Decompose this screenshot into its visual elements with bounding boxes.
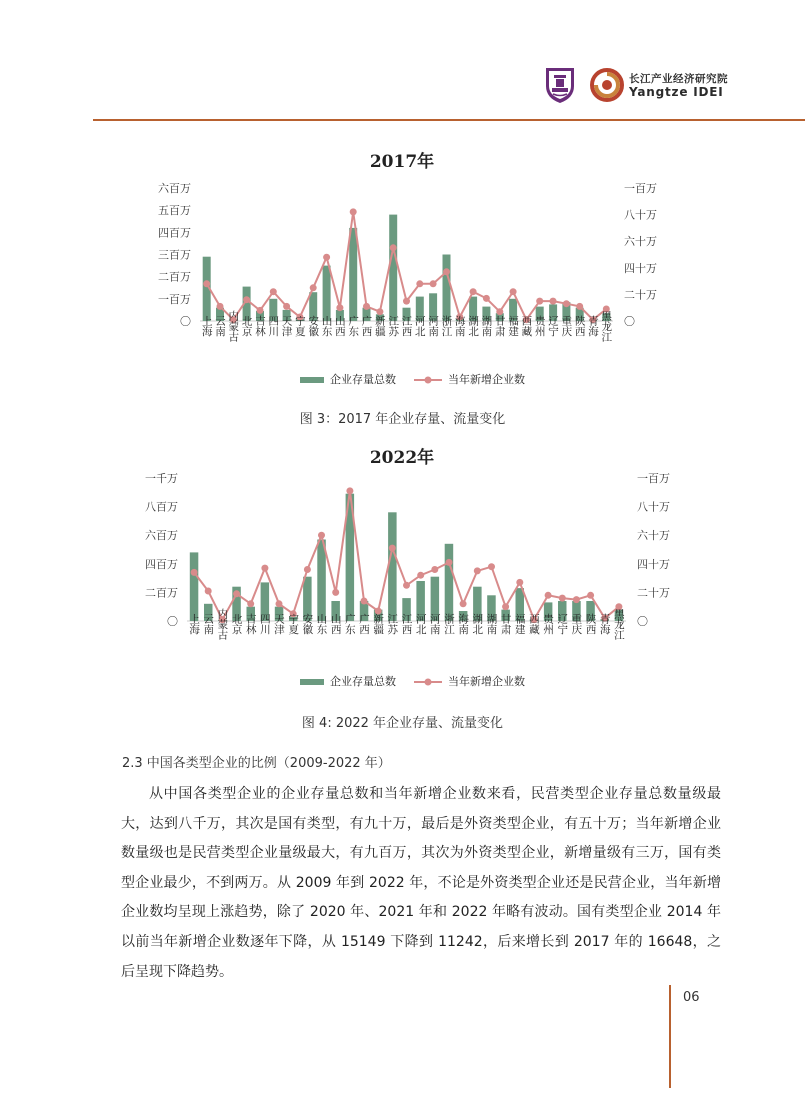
category-label: 浙江 — [443, 613, 455, 635]
category-label: 湖北 — [471, 613, 484, 635]
left-axis-tick-label: 四百万 — [158, 226, 191, 240]
header-divider — [93, 119, 805, 121]
left-axis-tick-label: 二百万 — [145, 586, 178, 600]
category-label: 青海 — [598, 613, 611, 635]
category-label: 西藏 — [520, 315, 533, 337]
category-label: 广东 — [347, 315, 360, 337]
point-new-北京 — [233, 590, 240, 597]
legend-line-marker — [425, 679, 432, 686]
point-new-河南 — [431, 566, 438, 573]
brand-chinese-name: 长江产业经济研究院 — [629, 73, 728, 85]
point-new-安徽 — [304, 566, 311, 573]
category-label: 贵州 — [542, 613, 555, 635]
point-new-湖南 — [488, 563, 495, 570]
point-new-北京 — [243, 296, 250, 303]
category-label: 黑龙江 — [600, 310, 613, 342]
legend-line-marker — [425, 377, 432, 384]
category-label: 山西 — [329, 613, 342, 635]
point-new-河南 — [430, 280, 437, 287]
category-label: 福建 — [513, 613, 526, 635]
legend-bar-swatch — [300, 377, 324, 383]
left-axis-tick-label: 〇 — [180, 315, 191, 328]
category-label: 江西 — [400, 613, 413, 635]
point-new-湖北 — [470, 288, 477, 295]
point-new-江苏 — [390, 244, 397, 251]
left-axis-tick-label: 二百万 — [158, 270, 191, 284]
point-new-天津 — [283, 303, 290, 310]
brand-english-name: Yangtze IDEI — [629, 85, 724, 99]
point-new-江西 — [403, 298, 410, 305]
category-label: 内蒙古 — [216, 608, 229, 640]
category-label: 重庆 — [560, 315, 573, 337]
point-new-云南 — [205, 588, 212, 595]
point-new-吉林 — [257, 307, 264, 314]
right-axis-tick-label: 六十万 — [624, 235, 657, 249]
figure-caption-3: 图 3：2017 年企业存量、流量变化 — [299, 412, 506, 427]
point-new-上海 — [191, 569, 198, 576]
category-label: 上海 — [188, 613, 201, 635]
point-new-四川 — [261, 565, 268, 572]
category-label: 吉林 — [244, 613, 257, 635]
point-new-河北 — [417, 572, 424, 579]
category-label: 福建 — [507, 315, 520, 337]
point-new-上海 — [203, 280, 210, 287]
point-new-河北 — [416, 280, 423, 287]
point-new-山西 — [332, 589, 339, 596]
point-new-甘肃 — [496, 308, 503, 315]
legend-label-stock: 企业存量总数 — [330, 675, 396, 688]
category-label: 江苏 — [386, 613, 399, 635]
category-label: 广西 — [358, 613, 370, 635]
right-axis-tick-label: 一百万 — [637, 472, 670, 485]
point-new-浙江 — [446, 559, 453, 566]
left-axis-tick-label: 八百万 — [145, 500, 178, 514]
point-new-天津 — [276, 600, 283, 607]
point-new-贵州 — [545, 592, 552, 599]
point-new-吉林 — [247, 600, 254, 607]
point-new-福建 — [516, 579, 523, 586]
bar-stock-江苏 — [389, 215, 397, 321]
footer-divider — [669, 985, 671, 1088]
left-axis-tick-label: 六百万 — [158, 182, 191, 195]
bar-stock-山东 — [317, 540, 326, 622]
category-label: 湖南 — [485, 613, 498, 635]
category-label: 内蒙古 — [227, 310, 240, 342]
page-number: 06 — [683, 990, 700, 1005]
category-label: 天津 — [273, 613, 285, 635]
category-label: 安徽 — [307, 315, 320, 337]
right-axis-tick-label: 一百万 — [624, 182, 657, 195]
bar-stock-江苏 — [388, 512, 397, 621]
category-label: 河北 — [413, 315, 426, 337]
category-label: 江苏 — [387, 315, 400, 337]
university-shield-icon — [544, 66, 576, 104]
category-label: 河北 — [414, 613, 427, 635]
point-new-甘肃 — [502, 603, 509, 610]
point-new-四川 — [270, 288, 277, 295]
point-new-湖北 — [474, 567, 481, 574]
point-new-山东 — [318, 532, 325, 539]
right-axis-tick-label: 八十万 — [624, 208, 657, 222]
point-new-广西 — [363, 303, 370, 310]
chart-2017 — [0, 140, 805, 430]
left-axis-tick-label: 三百万 — [158, 248, 191, 262]
category-label: 新疆 — [372, 613, 385, 635]
chart-2022 — [0, 440, 805, 705]
bar-stock-广东 — [349, 228, 357, 321]
right-axis-tick-label: 六十万 — [637, 529, 670, 543]
point-new-安徽 — [310, 284, 317, 291]
body-paragraph: 从中国各类型企业的企业存量总数和当年新增企业数来看，民营类型企业存量总数量级最大，达到八千万，其次是国有类型，有九十万，最后是外资类型企业，有五十万；当年新增企业数量级也是民营类型企业量级最大，有九百万，其次为外资类型企业，新增量级有三万，国有类型企业最少，不到两万。从 2009 年到 2022 年，不论是外资类型企业还是民营企业，当年新增企业数均呈现上涨趋势，除了 2020 年、2021 年和 2022 年略有波动。国有类型企业 2014 年以前当年新增企业数逐年下降，从 15149 下降到 11242，后来增长到 2017 年的 16648，之后呈现下降趋势。 — [121, 786, 721, 980]
point-new-重庆 — [563, 300, 570, 307]
point-new-湖南 — [483, 295, 490, 302]
left-axis-tick-label: 一百万 — [158, 292, 191, 306]
point-new-广东 — [346, 487, 353, 494]
category-label: 河南 — [428, 613, 441, 635]
point-new-浙江 — [443, 268, 450, 275]
category-label: 甘肃 — [499, 613, 512, 635]
category-label: 贵州 — [533, 315, 546, 337]
category-label: 辽宁 — [547, 315, 559, 337]
point-new-重庆 — [573, 596, 580, 603]
chart-title: 2022年 — [369, 448, 435, 468]
right-axis-tick-label: 四十万 — [637, 557, 670, 571]
category-label: 宁夏 — [287, 613, 300, 635]
category-label: 新疆 — [373, 315, 386, 337]
category-label: 山西 — [333, 315, 346, 337]
category-label: 重庆 — [570, 613, 583, 635]
page-header — [0, 0, 805, 125]
legend-bar-swatch — [300, 679, 324, 685]
idei-spiral-logo-icon — [590, 68, 624, 102]
legend-label-new: 当年新增企业数 — [448, 675, 525, 688]
category-label: 山东 — [320, 315, 333, 337]
category-label: 河南 — [427, 315, 440, 337]
point-new-陕西 — [587, 592, 594, 599]
point-new-云南 — [217, 303, 224, 310]
category-label: 北京 — [240, 315, 253, 337]
point-new-山东 — [323, 254, 330, 261]
point-new-山西 — [336, 304, 343, 311]
category-label: 陕西 — [584, 613, 597, 635]
figure-caption-4: 图 4: 2022 年企业存量、流量变化 — [301, 716, 504, 731]
bar-stock-浙江 — [443, 255, 451, 322]
point-new-辽宁 — [559, 595, 566, 602]
category-label: 青海 — [587, 315, 599, 337]
category-label: 广东 — [343, 613, 356, 635]
category-label: 浙江 — [440, 315, 453, 337]
category-label: 海南 — [453, 315, 466, 337]
point-new-江苏 — [389, 545, 396, 552]
category-label: 四川 — [267, 315, 280, 337]
category-label: 甘肃 — [493, 315, 506, 337]
category-label: 湖南 — [480, 315, 493, 337]
category-label: 安徽 — [301, 613, 314, 635]
right-axis-tick-label: 四十万 — [624, 261, 657, 275]
category-label: 吉林 — [254, 315, 266, 337]
category-label: 湖北 — [467, 315, 480, 337]
bar-stock-浙江 — [445, 544, 454, 621]
legend-label-new: 当年新增企业数 — [448, 373, 525, 386]
category-label: 上海 — [200, 315, 213, 337]
category-label: 山东 — [315, 613, 328, 635]
chart-title: 2017年 — [369, 152, 435, 172]
left-axis-tick-label: 一千万 — [145, 472, 178, 485]
category-label: 云南 — [202, 613, 215, 635]
category-label: 江西 — [400, 315, 413, 337]
point-new-辽宁 — [550, 298, 557, 305]
category-label: 北京 — [230, 613, 243, 635]
category-label: 辽宁 — [556, 613, 569, 635]
left-axis-tick-label: 四百万 — [145, 557, 178, 571]
right-axis-tick-label: 二十万 — [637, 586, 670, 600]
point-new-贵州 — [536, 298, 543, 305]
point-new-江西 — [403, 582, 410, 589]
category-label: 海南 — [457, 613, 470, 635]
category-label: 四川 — [258, 613, 271, 635]
point-new-陕西 — [576, 303, 583, 310]
point-new-新疆 — [376, 308, 383, 315]
category-label: 陕西 — [573, 315, 586, 337]
category-label: 黑龙江 — [612, 608, 625, 640]
bar-stock-山东 — [323, 266, 331, 321]
left-axis-tick-label: 六百万 — [145, 529, 178, 543]
point-new-福建 — [510, 288, 517, 295]
category-label: 西藏 — [528, 613, 540, 635]
legend-label-stock: 企业存量总数 — [330, 373, 396, 386]
point-new-广东 — [350, 208, 357, 215]
right-axis-tick-label: 〇 — [624, 315, 635, 328]
right-axis-tick-label: 八十万 — [637, 500, 670, 514]
right-axis-tick-label: 〇 — [637, 615, 648, 628]
point-new-广西 — [361, 598, 368, 605]
left-axis-tick-label: 〇 — [167, 615, 178, 628]
category-label: 广西 — [360, 315, 373, 337]
section-heading: 2.3 中国各类型企业的比例（2009-2022 年） — [122, 756, 391, 771]
bar-stock-上海 — [190, 552, 199, 621]
point-new-海南 — [460, 600, 467, 607]
right-axis-tick-label: 二十万 — [624, 288, 657, 302]
left-axis-tick-label: 五百万 — [158, 204, 191, 218]
category-label: 天津 — [280, 315, 293, 337]
category-label: 云南 — [214, 315, 226, 337]
category-label: 宁夏 — [293, 315, 306, 337]
